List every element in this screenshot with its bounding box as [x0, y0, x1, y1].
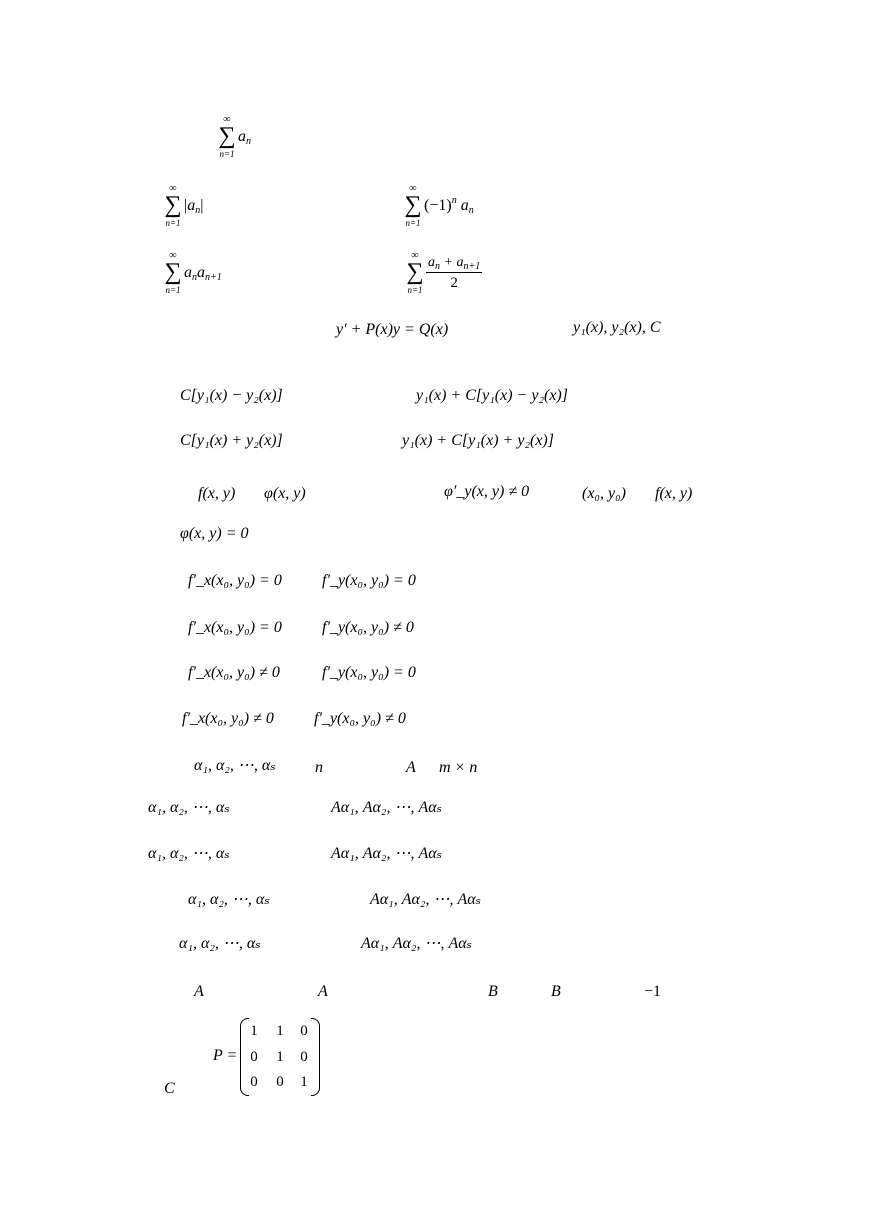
matrix-B-1: B: [488, 983, 498, 1000]
matrix-C: C: [164, 1080, 175, 1097]
minus-one: −1: [644, 983, 662, 1000]
vector-option-c-alphas: α₁, α₂, ⋯, αₛ: [188, 891, 270, 908]
matrix-B-2: B: [551, 983, 561, 1000]
ode-option-d: y₁(x) + C[y₁(x) + y₂(x)]: [402, 432, 554, 449]
ode-option-b: y₁(x) + C[y₁(x) − y₂(x)]: [416, 387, 568, 404]
extremum-option-c-fx: f′_x(x₀, y₀) ≠ 0: [188, 664, 280, 681]
vector-option-d-A-alphas: Aα₁, Aα₂, ⋯, Aαₛ: [361, 935, 473, 952]
dimension-n: n: [315, 759, 323, 776]
matrix-P-label: P =: [213, 1047, 238, 1064]
vector-group: α₁, α₂, ⋯, αₛ: [194, 757, 276, 774]
matrix-cell: 0: [276, 1074, 284, 1090]
extremum-option-a-fx: f′_x(x₀, y₀) = 0: [188, 572, 282, 589]
vector-option-c-A-alphas: Aα₁, Aα₂, ⋯, Aαₛ: [370, 891, 482, 908]
function-phi: φ(x, y): [264, 485, 306, 502]
matrix-cell: 1: [276, 1049, 284, 1065]
fraction: $\frac{a_n + a_{n+1}}{2}$: [428, 255, 481, 291]
vector-option-a-alphas: α₁, α₂, ⋯, αₛ: [148, 799, 230, 816]
matrix-cell: 1: [300, 1074, 308, 1090]
function-f: f(x, y): [198, 485, 236, 502]
sigma-symbol: ∞ ∑ n=1: [218, 114, 236, 159]
ode-equation: y′ + P(x)y = Q(x): [336, 321, 449, 338]
matrix-cell: 1: [276, 1023, 284, 1039]
extremum-option-b-fx: f′_x(x₀, y₀) = 0: [188, 619, 282, 636]
vector-option-b-A-alphas: Aα₁, Aα₂, ⋯, Aαₛ: [331, 845, 443, 862]
extremum-option-d-fy: f′_y(x₀, y₀) ≠ 0: [314, 710, 406, 727]
ode-solutions: y₁(x), y₂(x), C: [573, 319, 661, 336]
ode-option-a: C[y₁(x) − y₂(x)]: [180, 387, 283, 404]
point-x0-y0: (x₀, y₀): [582, 485, 626, 502]
extremum-option-c-fy: f′_y(x₀, y₀) = 0: [322, 664, 416, 681]
matrix-cell: 0: [250, 1074, 258, 1090]
matrix-A-1: A: [194, 983, 204, 1000]
matrix-size: m × n: [439, 759, 478, 776]
extremum-option-b-fy: f′_y(x₀, y₀) ≠ 0: [322, 619, 414, 636]
matrix-cell: 0: [300, 1023, 308, 1039]
constraint: φ(x, y) = 0: [180, 525, 249, 542]
vector-option-d-alphas: α₁, α₂, ⋯, αₛ: [179, 935, 261, 952]
exam-page: ∞ ∑ n=1 $a_n$ ∞ ∑ n=1 $|a_n|$ ∞ ∑ n=1 $(-1)^n$ $a_n$ ∞ ∑ n=1 $a_na_{n+1}$ ∞ ∑ n=1 $\frac{a_n + a_{n+1}}{2}$ y′ + P(x)y = Q(x) y₁(x), y₂(x), C C[y₁(x) − y₂(x)] y₁(x) + C[y₁(x) − y₂(x)] C[y₁(x) + y₂(x)] y₁(x) + C[y₁(x) + y₂(x)] f(x, y) φ(x, y) φ′_y(x, y) ≠ 0 (x₀, y₀) f(x, y) φ(x, y) = 0 f′_x(x₀, y₀) = 0 f′_y(x₀, y₀) = 0 f′_x(x₀, y₀) = 0 f′_y(x₀, y₀) ≠ 0 f′_x(x₀, y₀) ≠ 0 f′_y(x₀, y₀) = 0 f′_x(x₀, y₀) ≠ 0 f′_y(x₀, y₀) ≠ 0 α₁, α₂, ⋯, αₛ n A m × n α₁, α₂, ⋯, αₛ Aα₁, Aα₂, ⋯, Aαₛ α₁, α₂, ⋯, αₛ Aα₁, Aα₂, ⋯, Aαₛ α₁, α₂, ⋯, αₛ Aα₁, Aα₂, ⋯, Aαₛ α₁, α₂, ⋯, αₛ Aα₁, Aα₂, ⋯, Aαₛ A A B B −1 P = 1 1 0 0 1 0 0 0 1 C: [148, 114, 693, 1097]
vector-option-b-alphas: α₁, α₂, ⋯, αₛ: [148, 845, 230, 862]
matrix-A-2: A: [318, 983, 328, 1000]
matrix-P: [240, 1018, 320, 1094]
matrix-cell: 0: [250, 1049, 258, 1065]
phi-condition: φ′_y(x, y) ≠ 0: [444, 483, 530, 500]
function-f-2: f(x, y): [655, 485, 693, 502]
matrix-cell: 1: [250, 1023, 258, 1039]
ode-option-c: C[y₁(x) + y₂(x)]: [180, 432, 283, 449]
extremum-option-d-fx: f′_x(x₀, y₀) ≠ 0: [182, 710, 274, 727]
matrix-cell: 0: [300, 1049, 308, 1065]
vector-option-a-A-alphas: Aα₁, Aα₂, ⋯, Aαₛ: [331, 799, 443, 816]
extremum-option-a-fy: f′_y(x₀, y₀) = 0: [322, 572, 416, 589]
matrix-A: A: [406, 759, 416, 776]
